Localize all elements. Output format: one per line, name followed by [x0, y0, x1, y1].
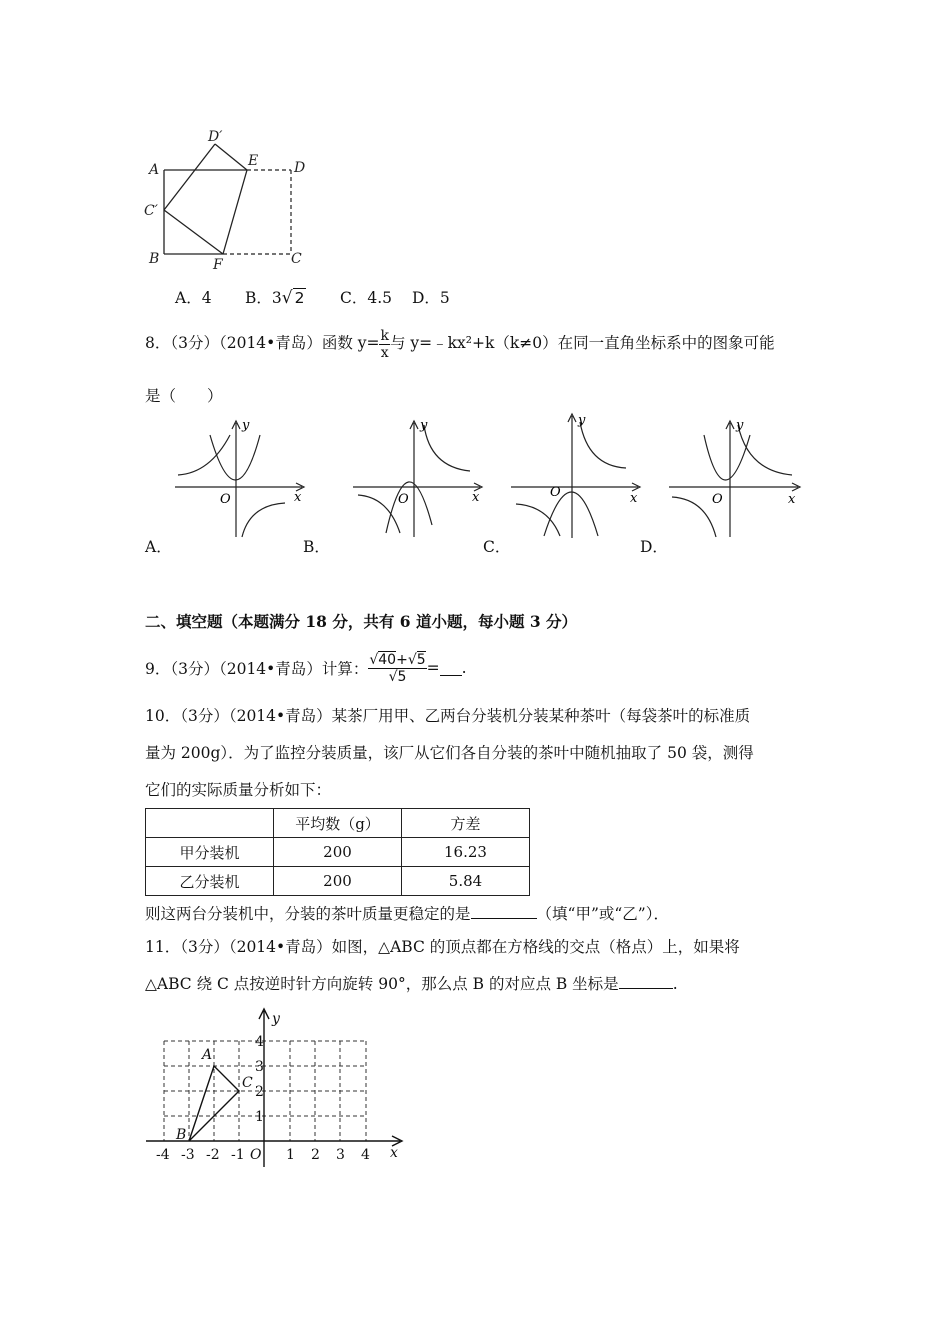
hyperbola-branch-1 — [178, 435, 230, 475]
q7-option-b-prefix: B．3 — [245, 289, 282, 307]
q11-answer-blank[interactable] — [619, 974, 673, 989]
q9-denominator — [368, 669, 426, 684]
sqrt-symbol: √ — [407, 651, 417, 668]
segment-FE — [223, 170, 247, 254]
x-tick: -3 — [181, 1147, 195, 1163]
q11-grid-figure — [140, 1005, 420, 1175]
q8-graph-a — [170, 415, 310, 540]
q8-stem — [145, 328, 775, 360]
q10-line1: 10．（3分）（2014•青岛）某茶厂用甲、乙两台分装机分装某种茶叶（每袋茶叶的标准质 — [145, 707, 751, 725]
q9-end: . — [461, 659, 467, 677]
q8-fraction — [379, 329, 389, 360]
table-cell: 5.84 — [402, 867, 530, 896]
q10-table — [145, 808, 530, 896]
sqrt-symbol: √ — [281, 288, 293, 308]
q8-graph-c — [508, 408, 648, 540]
section-2-title: 二、填空题（本题满分 18 分，共有 6 道小题，每小题 3 分） — [145, 612, 578, 631]
q10-after — [145, 902, 669, 924]
y-tick: 4 — [255, 1034, 264, 1050]
q9-num-radicand-2: 5 — [416, 651, 426, 668]
label-D: D — [294, 160, 306, 176]
x-tick: -2 — [206, 1147, 220, 1163]
segment-CpDp — [164, 144, 215, 210]
segment-CpF — [164, 210, 223, 254]
hyperbola-branch-2 — [672, 497, 716, 537]
y-tick: 3 — [255, 1059, 264, 1075]
x-tick: 3 — [336, 1147, 345, 1163]
table-row — [146, 838, 530, 867]
sqrt-symbol: √ — [369, 651, 379, 668]
q8-prefix: 8．（3分）（2014•青岛）函数 y= — [145, 334, 380, 352]
q8-line2: 是（ ） — [145, 387, 223, 405]
origin-label: O — [712, 492, 723, 507]
hyperbola-branch-1 — [580, 422, 626, 468]
y-tick: 1 — [255, 1109, 264, 1125]
q8-option-d: D． — [640, 538, 668, 556]
label-Cp: C′ — [144, 203, 158, 219]
hyperbola-branch-1 — [738, 425, 792, 475]
q8-frac-den: x — [380, 344, 389, 361]
table-cell: 乙分装机 — [146, 867, 274, 896]
label-F: F — [213, 257, 223, 272]
axis-y-label: y — [242, 418, 250, 433]
point-A-label: A — [202, 1047, 213, 1063]
q8-option-a: A． — [145, 538, 172, 556]
axis-y-label: y — [272, 1011, 280, 1027]
segment-DpE — [215, 144, 247, 170]
q10-answer-blank[interactable] — [471, 904, 537, 919]
y-tick: 2 — [255, 1084, 264, 1100]
table-header-cell — [146, 809, 274, 838]
axis-x-label: x — [788, 492, 796, 507]
q7-square-figure — [140, 122, 320, 272]
q9-fraction — [368, 653, 426, 684]
origin-label: O — [250, 1147, 262, 1163]
axis-x-label: x — [630, 491, 638, 506]
q9-equals: = — [426, 659, 440, 677]
hyperbola-branch-2 — [516, 504, 560, 536]
point-C-label: C — [242, 1075, 253, 1091]
table-cell: 甲分装机 — [146, 838, 274, 867]
x-tick: -4 — [156, 1147, 170, 1163]
q7-option-b-radicand: 2 — [294, 289, 305, 307]
q9-den-radicand: 5 — [397, 668, 407, 685]
label-E: E — [248, 153, 259, 169]
q10-line2: 量为 200g）．为了监控分装质量，该厂从它们各自分装的茶叶中随机抽取了 50 袋，测得 — [145, 744, 754, 762]
label-C: C — [291, 251, 302, 267]
table-header-cell: 平均数（g） — [274, 809, 402, 838]
q8-frac-num: k — [380, 327, 389, 344]
q10-after-text: 则这两台分装机中，分装的茶叶质量更稳定的是 — [145, 905, 471, 923]
hyperbola-branch-2 — [242, 503, 285, 537]
table-cell: 16.23 — [402, 838, 530, 867]
table-header-row — [146, 809, 530, 838]
table-header-cell: 方差 — [402, 809, 530, 838]
q11-line1: 11．（3分）（2014•青岛）如图，△ABC 的顶点都在方格线的交点（格点）上，如果将 — [145, 938, 740, 956]
axis-x-label: x — [294, 490, 302, 505]
table-cell: 200 — [274, 838, 402, 867]
x-tick: 2 — [311, 1147, 320, 1163]
label-B: B — [149, 251, 160, 267]
table-cell: 200 — [274, 867, 402, 896]
label-A: A — [149, 162, 160, 178]
axis-x-label: x — [390, 1145, 398, 1161]
q9-stem — [145, 645, 467, 691]
parabola — [386, 482, 432, 533]
hyperbola-branch-2 — [424, 425, 470, 471]
q9-num-radicand-1: 40 — [378, 651, 397, 668]
q8-option-c: C． — [483, 538, 511, 556]
table-row — [146, 867, 530, 896]
q11-line2-end: . — [672, 975, 678, 993]
q8-suffix: 与 y=﹣kx²+k（k≠0）在同一直角坐标系中的图象可能 — [389, 334, 775, 352]
x-tick: -1 — [231, 1147, 245, 1163]
origin-label: O — [398, 492, 409, 507]
axis-y-label: y — [420, 418, 428, 433]
q8-graph-d — [664, 415, 804, 540]
q7-option-b — [245, 286, 306, 308]
x-tick: 1 — [286, 1147, 295, 1163]
q10-line3: 它们的实际质量分析如下： — [145, 781, 332, 799]
hyperbola-branch-1 — [358, 495, 400, 533]
sqrt-symbol: √ — [388, 668, 398, 685]
q9-prefix: 9．（3分）（2014•青岛）计算： — [145, 660, 369, 678]
q7-option-c: C．4.5 — [340, 289, 393, 307]
origin-label: O — [220, 492, 231, 507]
x-tick: 4 — [361, 1147, 370, 1163]
q9-answer-blank[interactable] — [440, 661, 462, 676]
q7-option-a: A．4 — [175, 289, 212, 307]
q9-num-plus: + — [396, 651, 408, 668]
point-B-label: B — [176, 1127, 187, 1143]
q7-option-d: D．5 — [412, 289, 450, 307]
q11-line2-text: △ABC 绕 C 点按逆时针方向旋转 90°，那么点 B 的对应点 B 坐标是 — [145, 975, 619, 993]
origin-label: O — [550, 485, 561, 500]
q10-after-end: （填“甲”或“乙”）． — [536, 905, 669, 923]
axis-y-label: y — [736, 418, 744, 433]
axis-y-label: y — [578, 413, 586, 428]
q11-line2 — [145, 972, 678, 994]
parabola — [210, 435, 260, 480]
q8-graph-b — [348, 415, 488, 540]
q9-numerator — [368, 653, 426, 669]
label-Dp: D′ — [208, 129, 223, 145]
axis-x-label: x — [472, 490, 480, 505]
q8-option-b: B． — [303, 538, 330, 556]
